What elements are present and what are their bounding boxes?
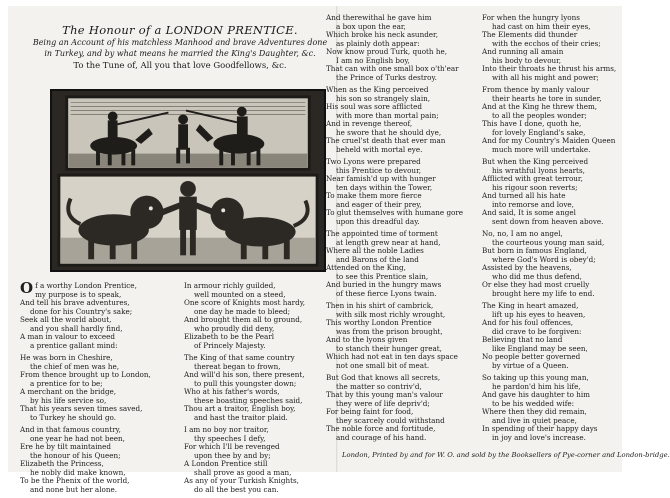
verse-line: And brought them all to ground, bbox=[184, 315, 303, 324]
verse-line: Assisted by the heavens, bbox=[482, 263, 572, 272]
stanza bbox=[326, 374, 476, 442]
verse-line: The noble force and fortitude, bbox=[326, 424, 436, 433]
stanza bbox=[326, 230, 476, 298]
verse-line: And to the lyons given bbox=[326, 335, 408, 344]
verse-line: Seek all the world about, bbox=[20, 315, 112, 324]
verse-line: And in revenge thereof, bbox=[326, 119, 413, 128]
verse-line: From thence by manly valour bbox=[482, 85, 590, 94]
verse-line: a box upon the ear, bbox=[336, 21, 406, 31]
verse-line: of these fierce Lyons twain. bbox=[336, 288, 437, 298]
verse-line: Ere he by tilt maintained bbox=[20, 442, 111, 451]
verse-line: But born in famous England, bbox=[482, 246, 587, 255]
verse-line: where God's Word is obey'd; bbox=[492, 254, 596, 264]
verse-line: But when the King perceived bbox=[482, 157, 589, 166]
verse-line: they scarcely could withstand bbox=[336, 415, 445, 425]
verse-line: by his life service so, bbox=[30, 395, 107, 405]
verse-line: Which had not eat in ten days space bbox=[326, 352, 458, 361]
verse-line: the honour of his Queen; bbox=[30, 450, 121, 460]
stanza bbox=[326, 302, 476, 370]
broadside-sheet bbox=[8, 6, 670, 494]
verse-line: and Barons of the land bbox=[336, 254, 419, 264]
stanza bbox=[482, 302, 622, 370]
verse-line: as plainly doth appear: bbox=[336, 38, 420, 48]
verse-line: his rigour soon reverts; bbox=[492, 182, 578, 192]
verse-line: like England may be seen, bbox=[492, 343, 588, 353]
verse-line: well mounted on a steed, bbox=[194, 289, 286, 299]
verse-line: did crave to be forgiven: bbox=[492, 326, 582, 336]
verse-line: and you shall hardly find, bbox=[30, 323, 123, 333]
verse-line: upon thee by and by; bbox=[194, 450, 271, 460]
verse-line: he swore that he should dye, bbox=[336, 127, 442, 137]
verse-line: one day he made to bleed; bbox=[194, 306, 291, 316]
verse-line: the matter so contriv'd, bbox=[336, 381, 422, 391]
verse-line: To glut themselves with humane gore bbox=[326, 208, 464, 217]
verse-column-b bbox=[184, 282, 334, 498]
stanza bbox=[20, 426, 170, 494]
stanza bbox=[326, 158, 476, 226]
verse-line: a prentice for to be; bbox=[30, 378, 103, 388]
verse-line: For when the hungry lyons bbox=[482, 13, 580, 22]
verse-line: This worthy London Prentice bbox=[326, 318, 432, 327]
verse-line: the chief of men was he, bbox=[30, 361, 120, 371]
stanza bbox=[482, 374, 622, 442]
verse-line: The Elements did thunder bbox=[482, 30, 578, 39]
verse-line: Attended on the King, bbox=[326, 263, 406, 272]
verse-line: thy speeches I defy, bbox=[194, 433, 266, 443]
verse-line: a prentice gallant mind: bbox=[30, 340, 118, 350]
verse-line: to Turkey he should go. bbox=[30, 412, 117, 422]
ballad-subtitle-line-2: in Turkey, and by what means he married the King's Daughter, &c. bbox=[44, 49, 316, 58]
verse-line: And gave his daughter to him bbox=[482, 390, 590, 399]
verse-line: His soul was sore afflicted bbox=[326, 102, 422, 111]
stanza bbox=[184, 426, 334, 494]
verse-line: No, no, I am no angel, bbox=[482, 229, 563, 238]
verse-line: I am no English boy, bbox=[336, 55, 410, 65]
verse-line: thereat began to frown, bbox=[194, 361, 281, 371]
verse-line: And tell his brave adventures, bbox=[20, 298, 130, 307]
verse-line: In armour richly guilded, bbox=[184, 281, 276, 290]
stanza bbox=[482, 86, 622, 154]
verse-line: not one small bit of meat. bbox=[336, 360, 430, 370]
verse-line: Elizabeth to be the Pearl bbox=[184, 332, 275, 341]
verse-line: Then in his shirt of cambrick, bbox=[326, 301, 434, 310]
verse-column-d bbox=[482, 14, 622, 459]
verse-line: Afflicted with great terrour, bbox=[482, 174, 583, 183]
verse-line: Now know proud Turk, quoth he, bbox=[326, 47, 447, 56]
verse-line: sent down from heaven above. bbox=[492, 216, 604, 226]
verse-line: And will'd his son, there present, bbox=[184, 370, 305, 379]
woodcut-art bbox=[52, 91, 324, 270]
verse-line: And for his foul offences, bbox=[482, 318, 574, 327]
verse-line: When as the King perceived bbox=[326, 85, 429, 94]
verse-line: Which broke his neck asunder, bbox=[326, 30, 438, 39]
ballad-tune: To the Tune of, All you that love Goodfellows, &c. bbox=[73, 61, 287, 71]
verse-line: For which I'll be revenged bbox=[184, 442, 280, 451]
verse-line: he nobly did make known, bbox=[30, 467, 126, 477]
verse-line: to stanch their hunger great, bbox=[336, 343, 442, 353]
verse-line: who proudly did deny, bbox=[194, 323, 275, 333]
verse-line: As any of your Turkish Knights, bbox=[184, 476, 299, 485]
verse-line: So taking up this young man, bbox=[482, 373, 589, 382]
drop-capital: O bbox=[20, 279, 34, 297]
verse-line: Into their throats he thrust his arms, bbox=[482, 64, 617, 73]
verse-line: and hast the traitor plaid. bbox=[194, 412, 288, 422]
verse-line: who did me thus defend, bbox=[492, 271, 582, 281]
verse-line: their hearts he tore in sunder, bbox=[492, 93, 602, 103]
verse-line: of Princely Majesty. bbox=[194, 340, 266, 350]
verse-line: upon this dreadful day. bbox=[336, 216, 420, 226]
verse-line: That his years seven times saved, bbox=[20, 404, 143, 413]
verse-line: The King of that same country bbox=[184, 353, 295, 362]
verse-line: Thou art a traitor, English boy, bbox=[184, 404, 296, 413]
verse-line: ten days within the Tower, bbox=[336, 182, 433, 192]
stanza bbox=[326, 86, 476, 154]
verse-line: I am no boy nor traitor, bbox=[184, 425, 269, 434]
verse-line: much more will undertake. bbox=[492, 144, 591, 154]
verse-line: That by this young man's valour bbox=[326, 390, 443, 399]
verse-line: That can with one small box o'th'ear bbox=[326, 64, 459, 73]
verse-line: Two Lyons were prepared bbox=[326, 157, 421, 166]
verse-line: This have I done, quoth he, bbox=[482, 119, 582, 128]
stanza bbox=[482, 230, 622, 298]
stanza bbox=[482, 158, 622, 226]
verse-line: one year he had not been, bbox=[30, 433, 125, 443]
verse-line: The cruel'st death that ever man bbox=[326, 136, 446, 145]
verse-column-a bbox=[20, 279, 170, 498]
verse-line: and live in quiet peace, bbox=[492, 415, 577, 425]
verse-line: the Prince of Turks destroy. bbox=[336, 72, 437, 82]
verse-line: he pardon'd him his life, bbox=[492, 381, 581, 391]
verse-line: One score of Knights most hardy, bbox=[184, 298, 306, 307]
verse-line: The King in heart amazed, bbox=[482, 301, 579, 310]
stanza bbox=[20, 279, 170, 350]
verse-line: To make them more fierce bbox=[326, 191, 422, 200]
verse-line: these boasting speeches said, bbox=[194, 395, 303, 405]
verse-line: to all the peoples wonder; bbox=[492, 110, 587, 120]
woodcut-illustration bbox=[50, 89, 326, 272]
verse-line: brought here my life to end. bbox=[492, 288, 595, 298]
verse-line: And therewithal he gave him bbox=[326, 13, 432, 22]
title-block bbox=[30, 24, 330, 72]
verse-line: by virtue of a Queen. bbox=[492, 360, 569, 370]
stanza bbox=[184, 282, 334, 350]
verse-line: Where then they did remain, bbox=[482, 407, 587, 416]
verse-line: And buried in the hungry maws bbox=[326, 280, 442, 289]
verse-line: they were of life depriv'd; bbox=[336, 398, 430, 408]
verse-line: for lovely England's sake, bbox=[492, 127, 586, 137]
verse-line: Near famish'd up with hunger bbox=[326, 174, 436, 183]
stanza bbox=[482, 14, 622, 82]
verse-line: Believing that no land bbox=[482, 335, 563, 344]
verse-line: with all his might and power; bbox=[492, 72, 599, 82]
verse-line: To be the Phenix of the world, bbox=[20, 476, 130, 485]
verse-line: and none but her alone. bbox=[30, 484, 118, 494]
verse-line: shall prove as good a man, bbox=[194, 467, 292, 477]
verse-line: Elizabeth the Princess, bbox=[20, 459, 104, 468]
verse-line: He was born in Cheshire, bbox=[20, 353, 113, 362]
verse-line: From thence brought up to London, bbox=[20, 370, 151, 379]
verse-line: Who at his father's words, bbox=[184, 387, 280, 396]
verse-line: f a worthy London Prentice, bbox=[35, 281, 137, 290]
verse-line: Or else they had most cruelly bbox=[482, 280, 590, 289]
verse-line: lift up his eyes to heaven, bbox=[492, 309, 586, 319]
verse-line: to be his wedded wife: bbox=[492, 398, 575, 408]
verse-line: And said, It is some angel bbox=[482, 208, 576, 217]
verse-line: with more than mortal pain; bbox=[336, 110, 439, 120]
verse-line: my purpose is to speak, bbox=[35, 289, 122, 299]
ballad-title: The Honour of a LONDON PRENTICE. bbox=[62, 23, 298, 37]
verse-line: And turned all his hate bbox=[482, 191, 566, 200]
verse-line: A London Prentice still bbox=[184, 459, 268, 468]
verse-line: to pull this youngster down; bbox=[194, 378, 297, 388]
verse-line: A merchant on the bridge, bbox=[20, 387, 117, 396]
verse-line: with the ecchos of their cries; bbox=[492, 38, 601, 48]
verse-line: and courage of his hand. bbox=[336, 432, 427, 442]
verse-column-c bbox=[326, 14, 476, 469]
verse-line: at length grew near at hand, bbox=[336, 237, 441, 247]
verse-line: and eager of their prey, bbox=[336, 199, 422, 209]
verse-line: had cast on him their eyes, bbox=[492, 21, 591, 31]
verse-line: The appointed time of torment bbox=[326, 229, 438, 238]
verse-line: And at the King he threw them, bbox=[482, 102, 598, 111]
verse-line: his body to devour, bbox=[492, 55, 562, 65]
verse-line: beheld with mortal eye. bbox=[336, 144, 423, 154]
verse-line: Where all the noble Ladies bbox=[326, 246, 424, 255]
verse-line: with silk most richly wrought, bbox=[336, 309, 446, 319]
stanza bbox=[20, 354, 170, 422]
verse-line: For being faint for food, bbox=[326, 407, 414, 416]
verse-line: his son so strangely slain, bbox=[336, 93, 431, 103]
verse-line: in joy and love's increase. bbox=[492, 432, 586, 442]
verse-line: his wrathful lyons hearts, bbox=[492, 165, 585, 175]
printer-imprint: London, Printed by and for W. O. and sold by the Booksellers of Pye-corner and London-bridge. bbox=[342, 451, 670, 459]
verse-line: do all the best you can. bbox=[194, 484, 279, 494]
verse-line: the courteous young man said, bbox=[492, 237, 605, 247]
verse-line: into remorse and love, bbox=[492, 199, 574, 209]
verse-line: But God that knows all secrets, bbox=[326, 373, 441, 382]
verse-line: done for his Country's sake; bbox=[30, 306, 133, 316]
verse-line: was from the prison brought, bbox=[336, 326, 443, 336]
verse-line: In spending of their happy days bbox=[482, 424, 598, 433]
stanza bbox=[184, 354, 334, 422]
verse-line: to see this Prentice slain, bbox=[336, 271, 429, 281]
verse-line: And running all amain bbox=[482, 47, 564, 56]
verse-line: A man in valour to exceed bbox=[20, 332, 115, 341]
verse-line: And for my Country's Maiden Queen bbox=[482, 136, 616, 145]
verse-line: And in that famous country, bbox=[20, 425, 121, 434]
verse-line: this Prentice to devour, bbox=[336, 165, 421, 175]
ballad-subtitle-line-1: Being an Account of his matchless Manhood and brave Adventures done bbox=[32, 38, 328, 47]
stanza bbox=[326, 14, 476, 82]
verse-line: No people better governed bbox=[482, 352, 581, 361]
